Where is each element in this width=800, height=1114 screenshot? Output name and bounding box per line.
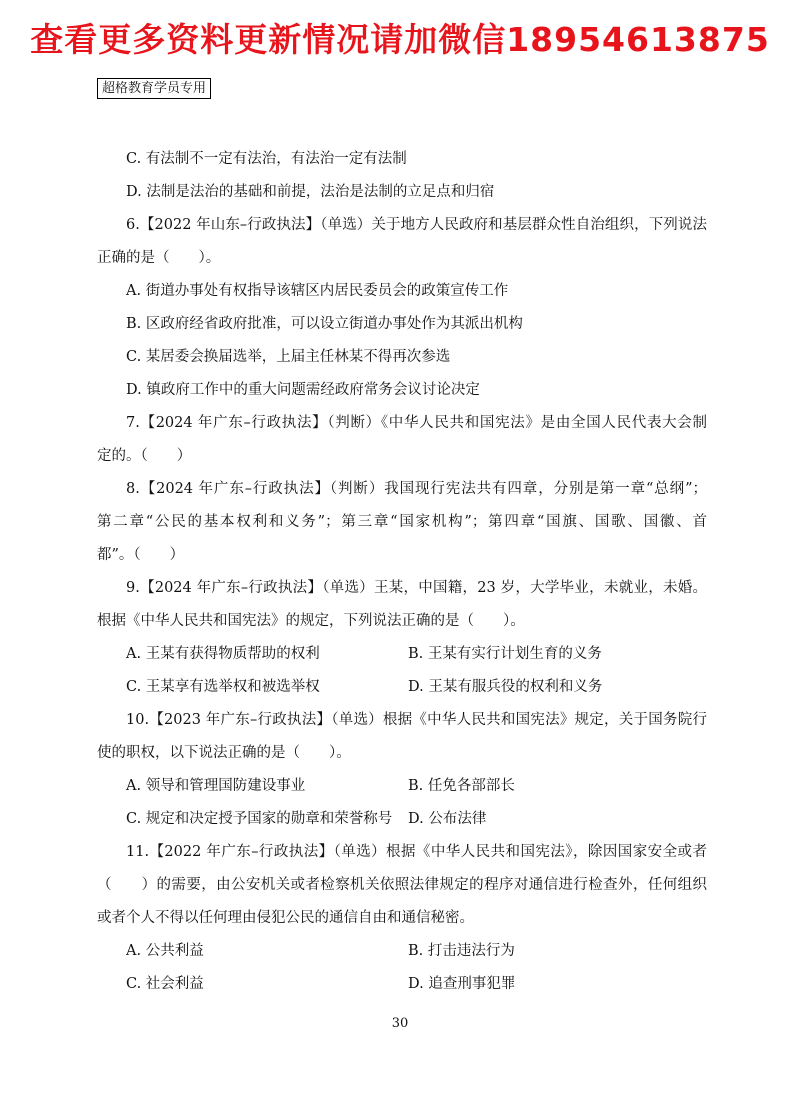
q11-option-b: B. 打击违法行为 — [408, 943, 515, 959]
q9-option-c: C. 王某享有选举权和被选举权 — [126, 679, 320, 695]
q10-stem-line2: 使的职权，以下说法正确的是（ ）。 — [97, 745, 351, 761]
q9-stem-line2: 根据《中华人民共和国宪法》的规定，下列说法正确的是（ ）。 — [97, 613, 525, 629]
question-content — [97, 143, 707, 1001]
q6-option-d: D. 镇政府工作中的重大问题需经政府常务会议讨论决定 — [126, 382, 480, 398]
q5-option-c: C. 有法制不一定有法治，有法治一定有法制 — [126, 151, 407, 167]
q8-stem-line1: 8.【2024 年广东–行政执法】（判断）我国现行宪法共有四章，分别是第一章“总纲”； — [126, 481, 707, 497]
student-only-tag: 超格教育学员专用 — [97, 78, 211, 99]
q9-stem-line1: 9.【2024 年广东–行政执法】（单选）王某，中国籍，23 岁，大学毕业，未就业，未婚。 — [126, 580, 707, 596]
q9-option-b: B. 王某有实行计划生育的义务 — [408, 646, 602, 662]
q11-options-row1 — [97, 935, 707, 968]
q7-stem-line1: 7.【2024 年广东–行政执法】（判断）《中华人民共和国宪法》是由全国人民代表大会制 — [126, 415, 707, 431]
q9-options-row1 — [97, 638, 707, 671]
q11-option-c: C. 社会利益 — [126, 976, 204, 992]
q6-option-c: C. 某居委会换届选举，上届主任林某不得再次参选 — [126, 349, 451, 365]
q11-stem-line2: （ ）的需要，由公安机关或者检察机关依照法律规定的程序对通信进行检查外，任何组织 — [97, 877, 707, 893]
q10-options-row2 — [97, 803, 707, 836]
q9-option-a: A. 王某有获得物质帮助的权利 — [126, 646, 320, 662]
q10-option-d: D. 公布法律 — [408, 811, 487, 827]
q11-stem-line1: 11.【2022 年广东–行政执法】（单选）根据《中华人民共和国宪法》，除因国家安全或者 — [126, 844, 707, 860]
q8-stem-line2: 第二章“公民的基本权利和义务”；第三章“国家机构”；第四章“国旗、国歌、国徽、首 — [97, 514, 707, 530]
q10-option-c: C. 规定和决定授予国家的勋章和荣誉称号 — [126, 811, 393, 827]
q10-option-b: B. 任免各部部长 — [408, 778, 515, 794]
q10-options-row1 — [97, 770, 707, 803]
q10-option-a: A. 领导和管理国防建设事业 — [126, 778, 306, 794]
q6-option-a: A. 街道办事处有权指导该辖区内居民委员会的政策宣传工作 — [126, 283, 509, 299]
q10-stem-line1: 10.【2023 年广东–行政执法】（单选）根据《中华人民共和国宪法》规定，关于国务院行 — [126, 712, 707, 728]
q6-option-b: B. 区政府经省政府批准，可以设立街道办事处作为其派出机构 — [126, 316, 523, 332]
q6-stem-line2: 正确的是（ ）。 — [97, 250, 221, 266]
q7-stem-line2: 定的。（ ） — [97, 448, 192, 464]
q8-stem-line3: 都”。（ ） — [97, 547, 185, 563]
q11-options-row2 — [97, 968, 707, 1001]
q11-option-d: D. 追查刑事犯罪 — [408, 976, 516, 992]
q11-option-a: A. 公共利益 — [126, 943, 204, 959]
wechat-watermark-banner: 查看更多资料更新情况请加微信18954613875 — [30, 20, 770, 59]
q6-stem-line1: 6.【2022 年山东–行政执法】（单选）关于地方人民政府和基层群众性自治组织，下列说法 — [126, 217, 707, 233]
page-number: 30 — [391, 1016, 409, 1031]
q9-options-row2 — [97, 671, 707, 704]
q9-option-d: D. 王某有服兵役的权利和义务 — [408, 679, 603, 695]
q5-option-d: D. 法制是法治的基础和前提，法治是法制的立足点和归宿 — [126, 184, 495, 200]
q11-stem-line3: 或者个人不得以任何理由侵犯公民的通信自由和通信秘密。 — [97, 910, 474, 926]
